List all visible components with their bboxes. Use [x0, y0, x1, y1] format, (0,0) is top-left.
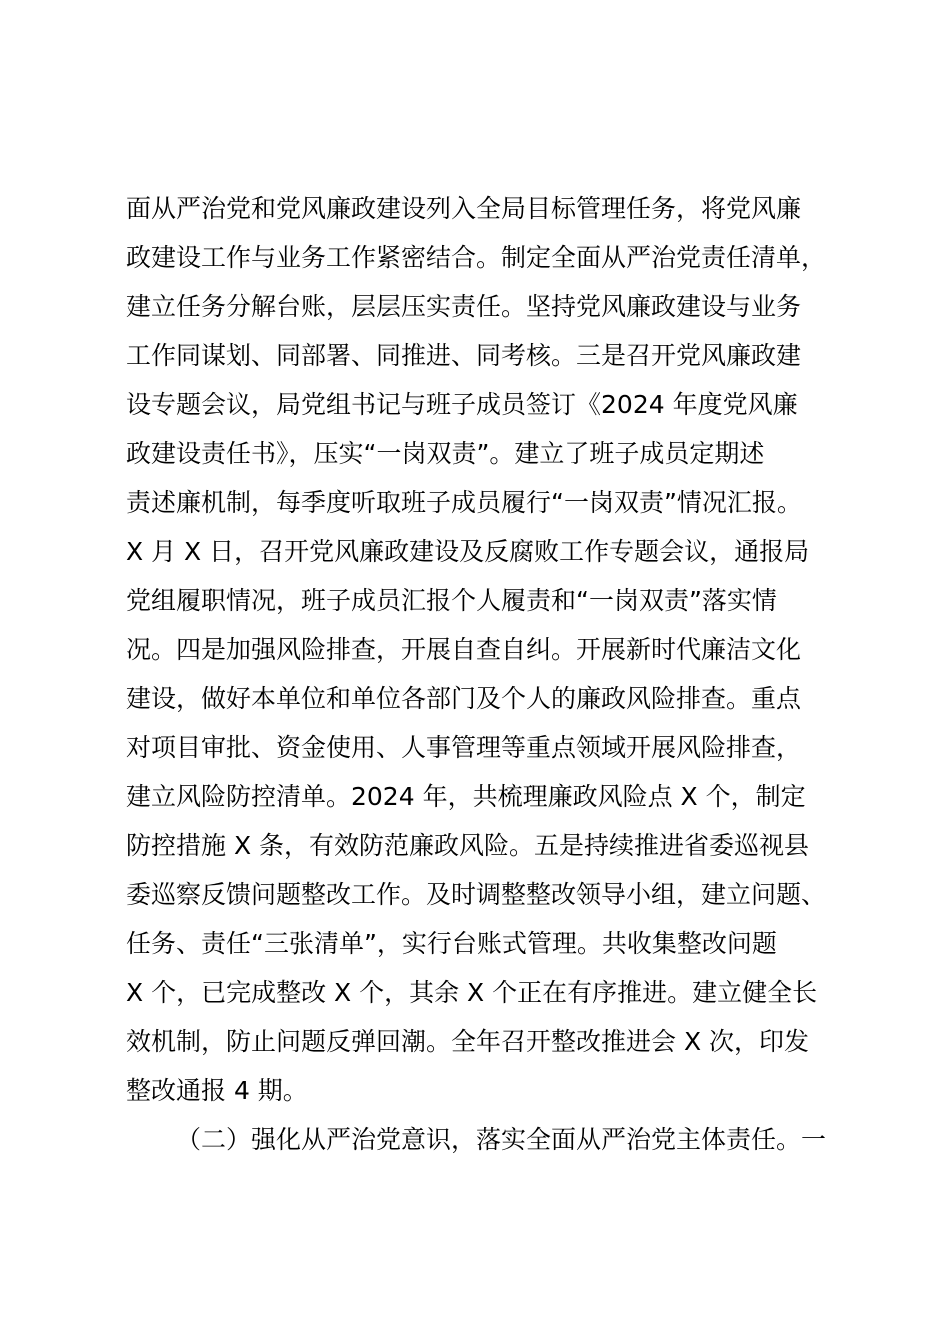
text-line: 委巡察反馈问题整改工作。及时调整整改领导小组，建立问题、	[126, 880, 827, 909]
text-line: 对项目审批、资金使用、人事管理等重点领域开展风险排查，	[126, 733, 802, 762]
body-text	[126, 184, 856, 1164]
text-line: 党组履职情况，班子成员汇报个人履责和“一岗双责”落实情	[126, 586, 777, 615]
text-line: 况。四是加强风险排查，开展自查自纠。开展新时代廉洁文化	[126, 635, 802, 664]
text-line: 建立风险防控清单。2024 年，共梳理廉政风险点 X 个，制定	[126, 782, 806, 811]
text-line: 建立任务分解台账，层层压实责任。坚持党风廉政建设与业务	[126, 292, 802, 321]
text-line: X 个，已完成整改 X 个，其余 X 个正在有序推进。建立健全长	[126, 978, 818, 1007]
text-line: 效机制，防止问题反弹回潮。全年召开整改推进会 X 次，印发	[126, 1027, 810, 1056]
text-line: 面从严治党和党风廉政建设列入全局目标管理任务，将党风廉	[126, 194, 802, 223]
text-line: 政建设责任书》，压实“一岗双责”。建立了班子成员定期述	[126, 439, 765, 468]
text-line: 工作同谋划、同部署、同推进、同考核。三是召开党风廉政建	[126, 341, 802, 370]
text-line: 设专题会议，局党组书记与班子成员签订《2024 年度党风廉	[126, 390, 798, 419]
section-heading: （二）强化从严治党意识，落实全面从严治党主体责任。一	[176, 1125, 827, 1154]
text-line: X 月 X 日，召开党风廉政建设及反腐败工作专题会议，通报局	[126, 537, 810, 566]
text-line: 建设，做好本单位和单位各部门及个人的廉政风险排查。重点	[126, 684, 802, 713]
text-line: 政建设工作与业务工作紧密结合。制定全面从严治党责任清单，	[126, 243, 827, 272]
text-line: 防控措施 X 条，有效防范廉政风险。五是持续推进省委巡视县	[126, 831, 810, 860]
text-line: 整改通报 4 期。	[126, 1076, 308, 1105]
text-line: 责述廉机制，每季度听取班子成员履行“一岗双责”情况汇报。	[126, 488, 802, 517]
text-line: 任务、责任“三张清单”，实行台账式管理。共收集整改问题	[126, 929, 777, 958]
